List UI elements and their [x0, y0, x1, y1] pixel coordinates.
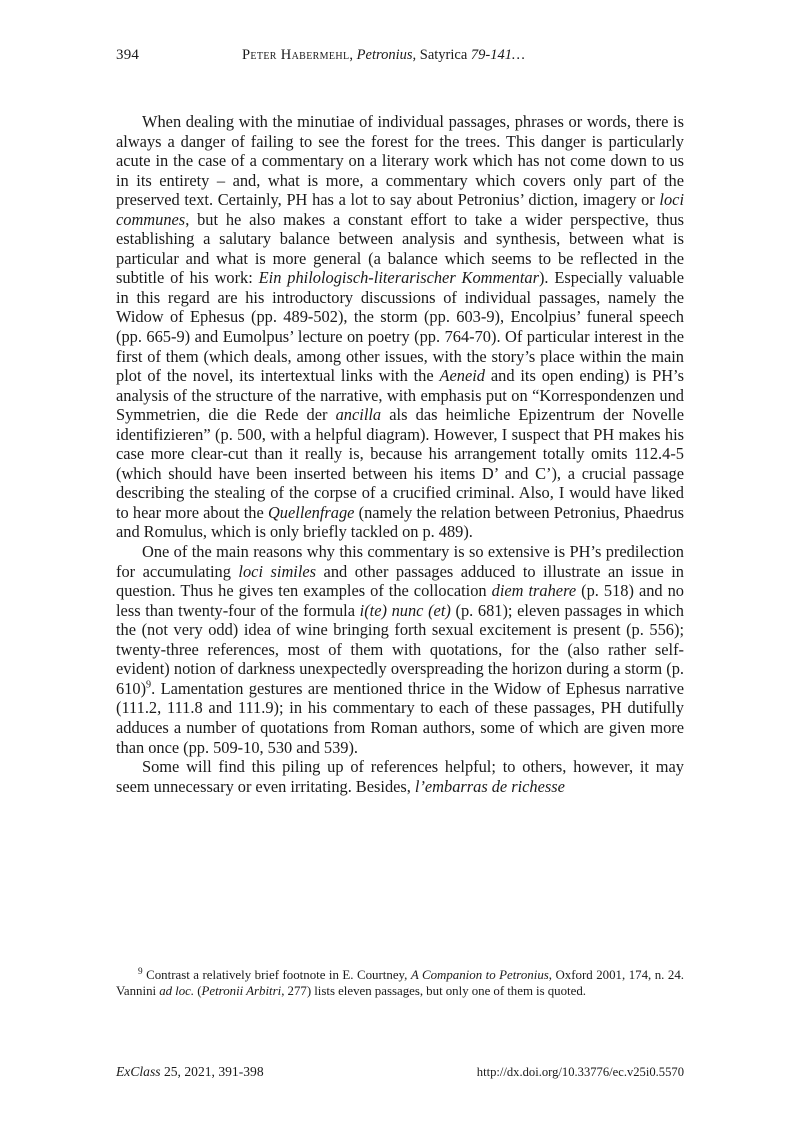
- running-header: [116, 44, 684, 66]
- header-work-roman: Satyrica: [419, 47, 468, 63]
- paragraph-2: [116, 542, 684, 757]
- footnote-9: [116, 968, 684, 999]
- text-run: ). Especially valuable in this regard are his introductory discussions of individual passages, namely the Widow of Ephesus (pp. 489-502), the storm (pp. 603-9), Encolpius’ funeral speech (pp. 665-9) and Eumolpus’ lecture on poetry (pp. 764-70). Of particular interest in the first of them (which deals, among other issues, with the story’s place within the main plot of the novel, its intertextual links with the: [116, 268, 684, 386]
- italic-run: Petronii Arbitri: [201, 983, 282, 998]
- text-run: Contrast a relatively brief footnote in E. Courtney,: [146, 968, 411, 982]
- text-run: (p. 518) and no less than twenty-four of the formula: [116, 581, 684, 620]
- italic-run: loci communes: [116, 190, 684, 229]
- footnote-area: [116, 968, 684, 999]
- text-run: (: [194, 983, 202, 998]
- italic-run: Ein philologisch-literarischer Kommentar: [258, 268, 539, 288]
- footnote-number: 9: [138, 966, 143, 977]
- header-author: Peter Habermehl: [242, 47, 350, 63]
- body-text-block: [116, 112, 684, 796]
- doi-link[interactable]: http://dx.doi.org/10.33776/ec.v25i0.5570: [476, 1065, 684, 1079]
- text-run: and its open ending) is PH’s analysis of the structure of the narrative, with emphasis put on “Korrespondenzen und Symmetrien, die die Rede der: [116, 366, 684, 425]
- footnote-reference: 9: [146, 679, 152, 691]
- text-run: (namely the relation between Petronius, Phaedrus and Romulus, which is only briefly tackled on p. 489).: [116, 502, 684, 542]
- text-run: One of the main reasons why this commentary is so extensive is PH’s predilection for accumulating: [116, 542, 684, 581]
- italic-run: A Companion to Petronius: [410, 968, 549, 982]
- italic-run: Aeneid: [439, 366, 485, 386]
- footnote-text: [116, 968, 684, 998]
- header-comma: ,: [349, 47, 357, 63]
- footer-citation-detail: 25, 2021, 391-398: [160, 1064, 264, 1079]
- text-run: When dealing with the minutiae of individual passages, phrases or words, there is always a danger of failing to see the forest for the trees. This danger is particularly acute in the case of a commentary on a literary work which has not come down to us in its entirety – and, what is more, a commentary which covers only part of the preserved text. Certainly, PH has a lot to say about Petronius’ diction, imagery or: [116, 112, 684, 210]
- text-run: Some will find this piling up of references helpful; to others, however, it may seem unnecessary or even irritating. Besides,: [116, 757, 684, 796]
- paragraph-1: [116, 112, 684, 542]
- footer-journal-name: ExClass: [116, 1064, 161, 1079]
- page-number: 394: [116, 47, 140, 63]
- text-run: , 277) lists eleven passages, but only one of them is quoted.: [281, 983, 587, 998]
- italic-run: diem trahere: [491, 581, 577, 601]
- text-run: and other passages adduced to illustrate an issue in question. Thus he gives ten examples of the collocation: [116, 561, 684, 601]
- italic-run: l’embarras de richesse: [414, 776, 565, 796]
- text-run: als das heimliche Epizentrum der Novelle identifizieren” (p. 500, with a helpful diagram). However, I suspect that PH makes his case more clear-cut than it really is, because his arrangement totally omits 112.4-5 (which should have been inserted between his items D’ and C’), a crucial passage describing the stealing of the corpse of a crucified criminal. Also, I would have liked to hear more about the: [116, 405, 684, 522]
- italic-run: i(te) nunc (et): [359, 600, 451, 620]
- italic-run: ad loc.: [159, 983, 195, 998]
- header-title: [242, 44, 525, 66]
- footer-citation: [116, 1062, 264, 1082]
- italic-run: ancilla: [335, 405, 382, 425]
- header-work-italic: Petronius,: [356, 47, 417, 63]
- text-run: (p. 681); eleven passages in which the (not very odd) idea of wine bringing forth sexual excitement is present (p. 556); twenty-three references, most of them with quotations, for the (also rather self-evident) notion of darkness unexpectedly overspreading the horizon during a storm (p. 610): [116, 600, 685, 698]
- text-run: , Oxford 2001, 174, n. 24. Vannini: [116, 968, 685, 998]
- header-range: 79-141…: [470, 47, 525, 63]
- italic-run: Quellenfrage: [267, 502, 355, 522]
- text-run: . Lamentation gestures are mentioned thrice in the Widow of Ephesus narrative (111.2, 111.8 and 111.9); in his commentary to each of these passages, PH dutifully adduces a number of quotations from Roman authors, some of which are given more than once (pp. 509-10, 530 and 539).: [116, 678, 684, 757]
- paragraph-3: [116, 757, 684, 796]
- italic-run: loci similes: [238, 561, 317, 581]
- page-footer: [116, 1062, 684, 1082]
- text-run: , but he also makes a constant effort to take a wider perspective, thus establishing a salutary balance between analysis and synthesis, between what is particular and what is more general (a balance which seems to be reflected in the subtitle of his work:: [116, 209, 684, 288]
